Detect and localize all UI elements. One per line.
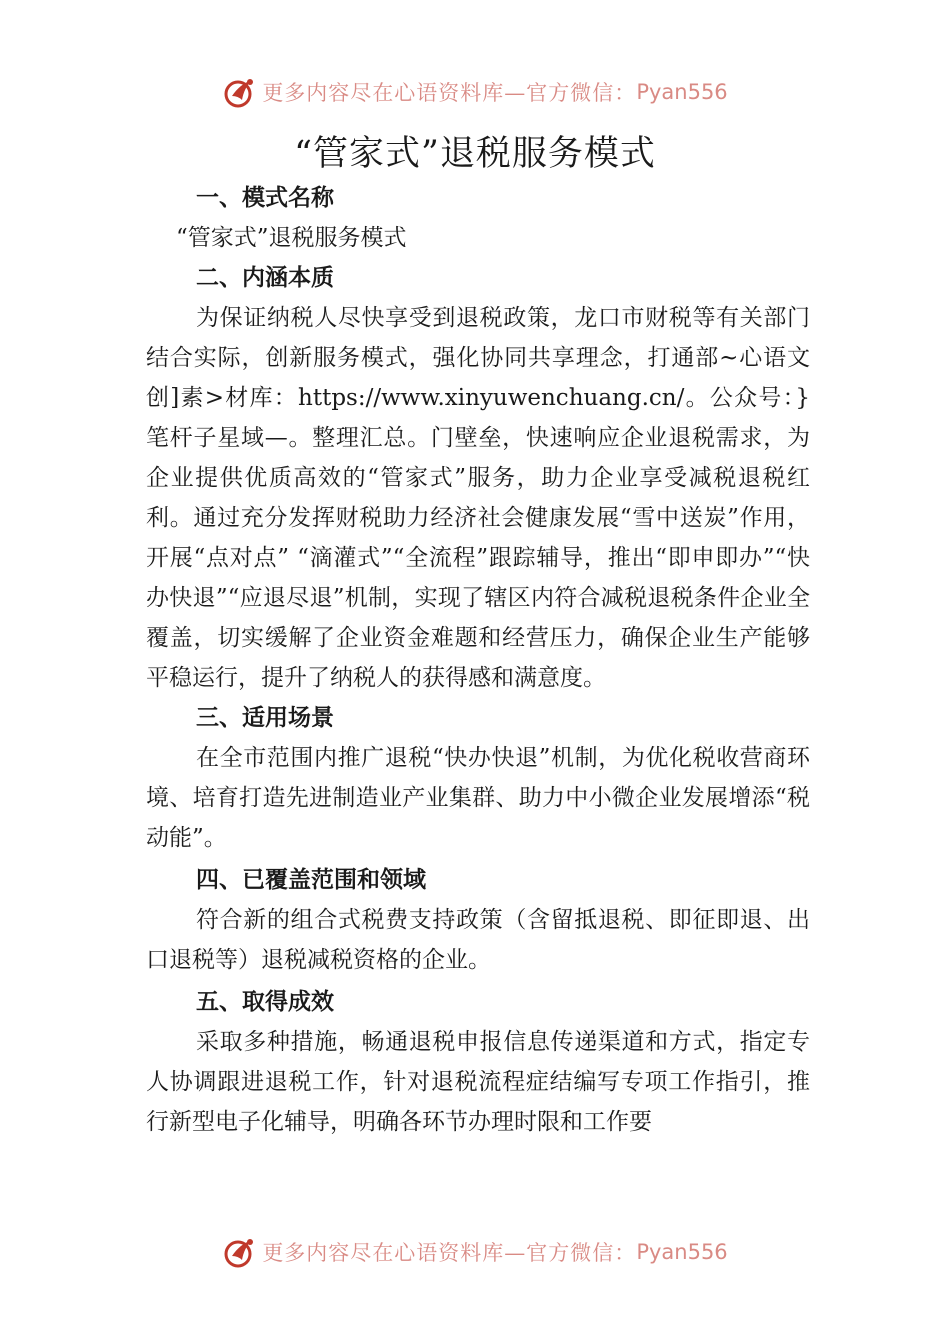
document-title: “管家式”退税服务模式 (294, 134, 656, 174)
section-paragraph: 为保证纳税人尽快享受到退税政策，龙口市财税等有关部门结合实际，创新服务模式，强化协同共享理念，打通部~心语文创]素>材库：https://www.xinyuwenchuang.cn/。公众号：}笔杆子星域—。整理汇总。门壁垒，快速响应企业退税需求，为企业提供优质高效的“管家式”服务，助力企业享受减税退税红利。通过充分发挥财税助力经济社会健康发展“雪中送炭”作用，开展“点对点” “滴灌式”“全流程”跟踪辅导，推出“即申即办”“快办快退”“应退尽退”机制，实现了辖区内符合减税退税条件企业全覆盖，切实缓解了企业资金难题和经营压力，确保企业生产能够平稳运行，提升了纳税人的获得感和满意度。 (146, 305, 810, 691)
section-paragraph: 采取多种措施，畅通退税申报信息传递渠道和方式，指定专人协调跟进退税工作，针对退税流程症结编写专项工作指引，推行新型电子化辅导，明确各环节办理时限和工作要 (146, 1029, 810, 1135)
section-paragraph: 符合新的组合式税费支持政策（含留抵退税、即征即退、出口退税等）退税减税资格的企业。 (146, 907, 810, 973)
footer-watermark-banner (0, 1232, 950, 1272)
section-paragraph: 在全市范围内推广退税“快办快退”机制，为优化税收营商环境、培育打造先进制造业产业集群、助力中小微企业发展增添“税动能”。 (146, 745, 810, 851)
watermark-text: 更多内容尽在心语资料库—官方微信： (262, 81, 637, 105)
watermark-text: 更多内容尽在心语资料库—官方微信： (262, 1241, 637, 1265)
watermark-wechat-id: Pyan556 (636, 1240, 728, 1264)
section-heading: 五、取得成效 (196, 989, 334, 1015)
header-watermark-banner (0, 72, 950, 112)
watermark-wechat-id: Pyan556 (636, 80, 728, 104)
document-body (146, 178, 810, 1142)
logo-icon (222, 1234, 258, 1270)
section-heading: 三、适用场景 (196, 705, 334, 731)
section-heading: 二、内涵本质 (196, 265, 334, 291)
section-heading: 四、已覆盖范围和领域 (196, 867, 426, 893)
section-heading: 一、模式名称 (196, 185, 334, 211)
section-paragraph: “管家式”退税服务模式 (176, 225, 407, 251)
logo-icon (222, 74, 258, 110)
